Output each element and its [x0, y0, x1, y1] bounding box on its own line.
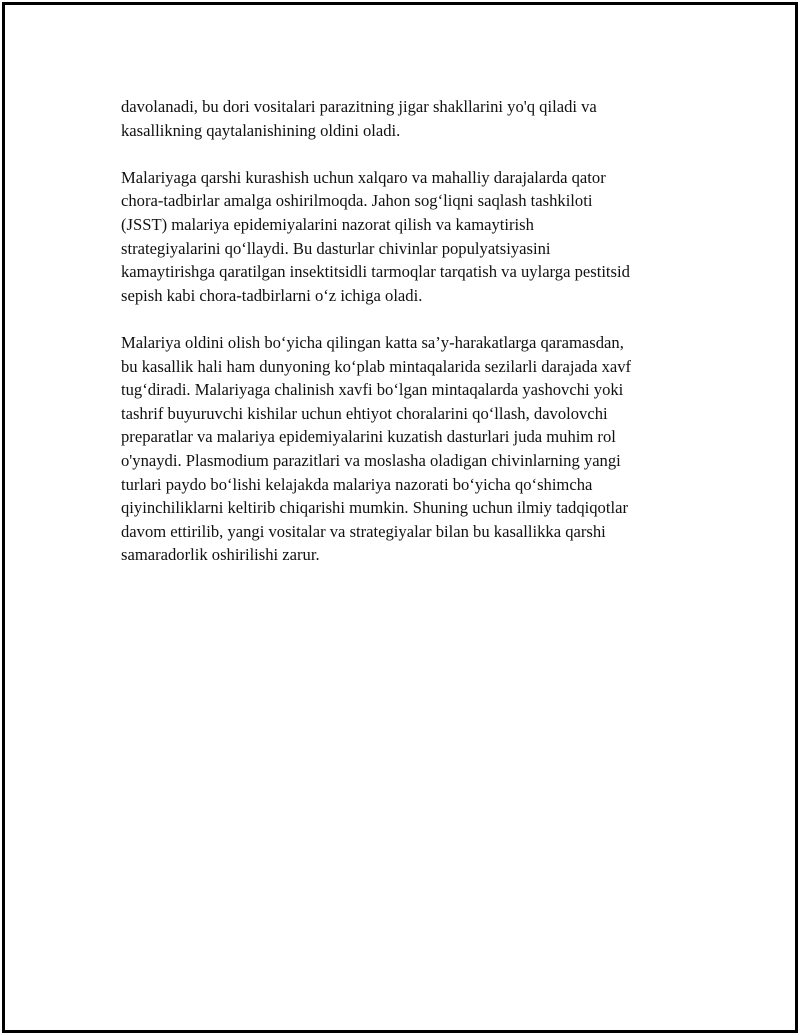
paragraph-treatment: [121, 95, 699, 142]
text-line: davolanadi, bu dori vositalari parazitning jigar shakllarini yo'q qiladi va: [121, 97, 597, 116]
text-line: chora-tadbirlar amalga oshirilmoqda. Jahon sog‘liqni saqlash tashkiloti: [121, 191, 593, 211]
text-line: Malariyaga qarshi kurashish uchun xalqaro va mahalliy darajalarda qator: [121, 167, 606, 187]
text-line: preparatlar va malariya epidemiyalarini kuzatish dasturlari juda muhim rol: [121, 427, 616, 447]
text-line: tashrif buyuruvchi kishilar uchun ehtiyot choralarini qo‘llash, davolovchi: [121, 403, 608, 423]
paragraph-control-measures: [121, 166, 699, 308]
text-line: kasallikning qaytalanishining oldini oladi.: [121, 120, 401, 140]
text-line: bu kasallik hali ham dunyoning ko‘plab mintaqalarida sezilarli darajada xavf: [121, 356, 632, 376]
paragraph-prevention: [121, 331, 699, 567]
text-line: kamaytirishga qaratilgan insektitsidli tarmoqlar tarqatish va uylarga pestitsid: [121, 262, 630, 282]
text-line: samaradorlik oshirilishi zarur.: [121, 545, 320, 565]
text-line: strategiyalarini qo‘llaydi. Bu dasturlar chivinlar populyatsiyasini: [121, 238, 551, 258]
page-frame: [2, 2, 798, 1033]
text-line: davom ettirilib, yangi vositalar va strategiyalar bilan bu kasallikka qarshi: [121, 521, 606, 541]
text-line: (JSST) malariya epidemiyalarini nazorat qilish va kamaytirish: [121, 214, 534, 234]
text-line: Malariya oldini olish bo‘yicha qilingan katta sa’y-harakatlarga qaramasdan,: [121, 332, 624, 352]
text-line: turlari paydo bo‘lishi kelajakda malariya nazorati bo‘yicha qo‘shimcha: [121, 474, 593, 494]
text-line: tug‘diradi. Malariyaga chalinish xavfi bo‘lgan mintaqalarda yashovchi yoki: [121, 380, 624, 400]
text-line: o'ynaydi. Plasmodium parazitlari va moslasha oladigan chivinlarning yangi: [121, 450, 621, 470]
document-body: [121, 95, 699, 590]
text-line: sepish kabi chora-tadbirlarni o‘z ichiga oladi.: [121, 285, 423, 305]
text-line: qiyinchiliklarni keltirib chiqarishi mumkin. Shuning uchun ilmiy tadqiqotlar: [121, 498, 628, 518]
